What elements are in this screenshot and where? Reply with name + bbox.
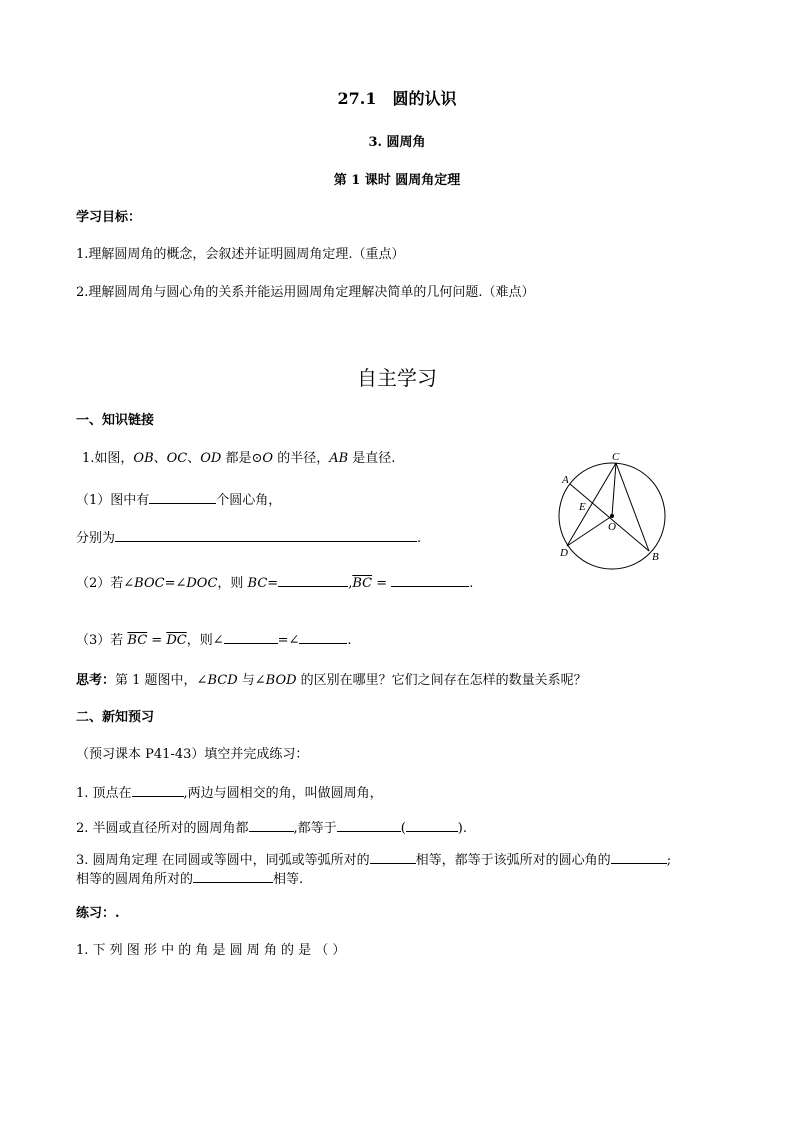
question-1-2: （2）若∠BOC=∠DOC，则 $BC= ,\overline{BC}$ = . [76, 572, 473, 592]
chord-cd [567, 463, 616, 546]
self-study-title: 自主学习 [357, 366, 437, 390]
answer-blank[interactable] [149, 489, 216, 504]
objectives-heading: 学习目标： [76, 210, 142, 225]
objective-1: 1.理解圆周角的概念，会叙述并证明圆周角定理.（重点） [76, 247, 405, 262]
answer-blank[interactable] [370, 849, 416, 864]
part2-question-2: 2. 半圆或直径所对的圆周角都 ,都等于 ( ). [76, 817, 467, 837]
answer-blank[interactable] [249, 817, 294, 832]
part2-heading: 二、新知预习 [76, 710, 155, 725]
circle-figure [548, 446, 678, 576]
question-1-3: （3）若 $\overline{BC} = \overline{DC}$，则∠ =∠ . [76, 629, 352, 649]
part1-heading: 一、知识链接 [76, 413, 155, 428]
practice-heading: 练习：. [76, 906, 120, 921]
lesson-title: 第 1 课时 圆周角定理 [333, 173, 461, 188]
subsection-title: 3. 圆周角 [368, 135, 426, 150]
question-1-1-list: 分别为 . [76, 527, 421, 547]
part2-question-1: 1. 顶点在 ,两边与圆相交的角，叫做圆周角， [76, 782, 383, 802]
answer-blank[interactable] [224, 629, 278, 644]
answer-blank[interactable] [193, 868, 273, 883]
arc-dc: $\overline{DC}$ [166, 633, 187, 648]
answer-blank[interactable] [278, 572, 348, 587]
label-b: B [652, 551, 659, 563]
answer-blank[interactable] [115, 527, 417, 542]
label-e: E [579, 501, 586, 513]
label-c: C [612, 451, 620, 463]
answer-blank[interactable] [391, 572, 469, 587]
arc-bc: $\overline{BC}$ [352, 576, 373, 591]
answer-blank[interactable] [406, 817, 458, 832]
section-title: 27.1 圆的认识 [337, 89, 457, 108]
practice-question-1: 1. 下 列 图 形 中 的 角 是 圆 周 角 的 是 （ ） [76, 943, 346, 958]
objective-2: 2.理解圆周角与圆心角的关系并能运用圆周角定理解决简单的几何问题.（难点） [76, 285, 535, 300]
chord-cb [616, 463, 649, 551]
radius-oc [612, 463, 616, 516]
part2-intro: （预习课本 P41-43）填空并完成练习： [76, 747, 309, 762]
label-o: O [608, 521, 616, 533]
answer-blank[interactable] [132, 782, 184, 797]
part2-question-3-cont: 相等的圆周角所对的 相等. [76, 868, 303, 888]
arc-bc: $\overline{BC}$ [127, 633, 148, 648]
answer-blank[interactable] [337, 817, 401, 832]
center-point [610, 514, 614, 518]
question-1: 1.如图，OB、OC、OD 都是⊙O 的半径，AB 是直径. [82, 451, 396, 466]
label-a: A [562, 474, 569, 486]
answer-blank[interactable] [299, 629, 347, 644]
label-d: D [560, 547, 568, 559]
think-question: 思考：第 1 题图中，∠BCD 与∠BOD 的区别在哪里？它们之间存在怎样的数量关系呢？ [76, 673, 587, 688]
part2-question-3: 3. 圆周角定理 在同圆或等圆中，同弧或等弧所对的 相等，都等于该弧所对的圆心角的 ; [76, 849, 671, 869]
answer-blank[interactable] [611, 849, 667, 864]
radius-od [567, 516, 612, 546]
question-1-1: （1）图中有 个圆心角， [76, 489, 281, 509]
